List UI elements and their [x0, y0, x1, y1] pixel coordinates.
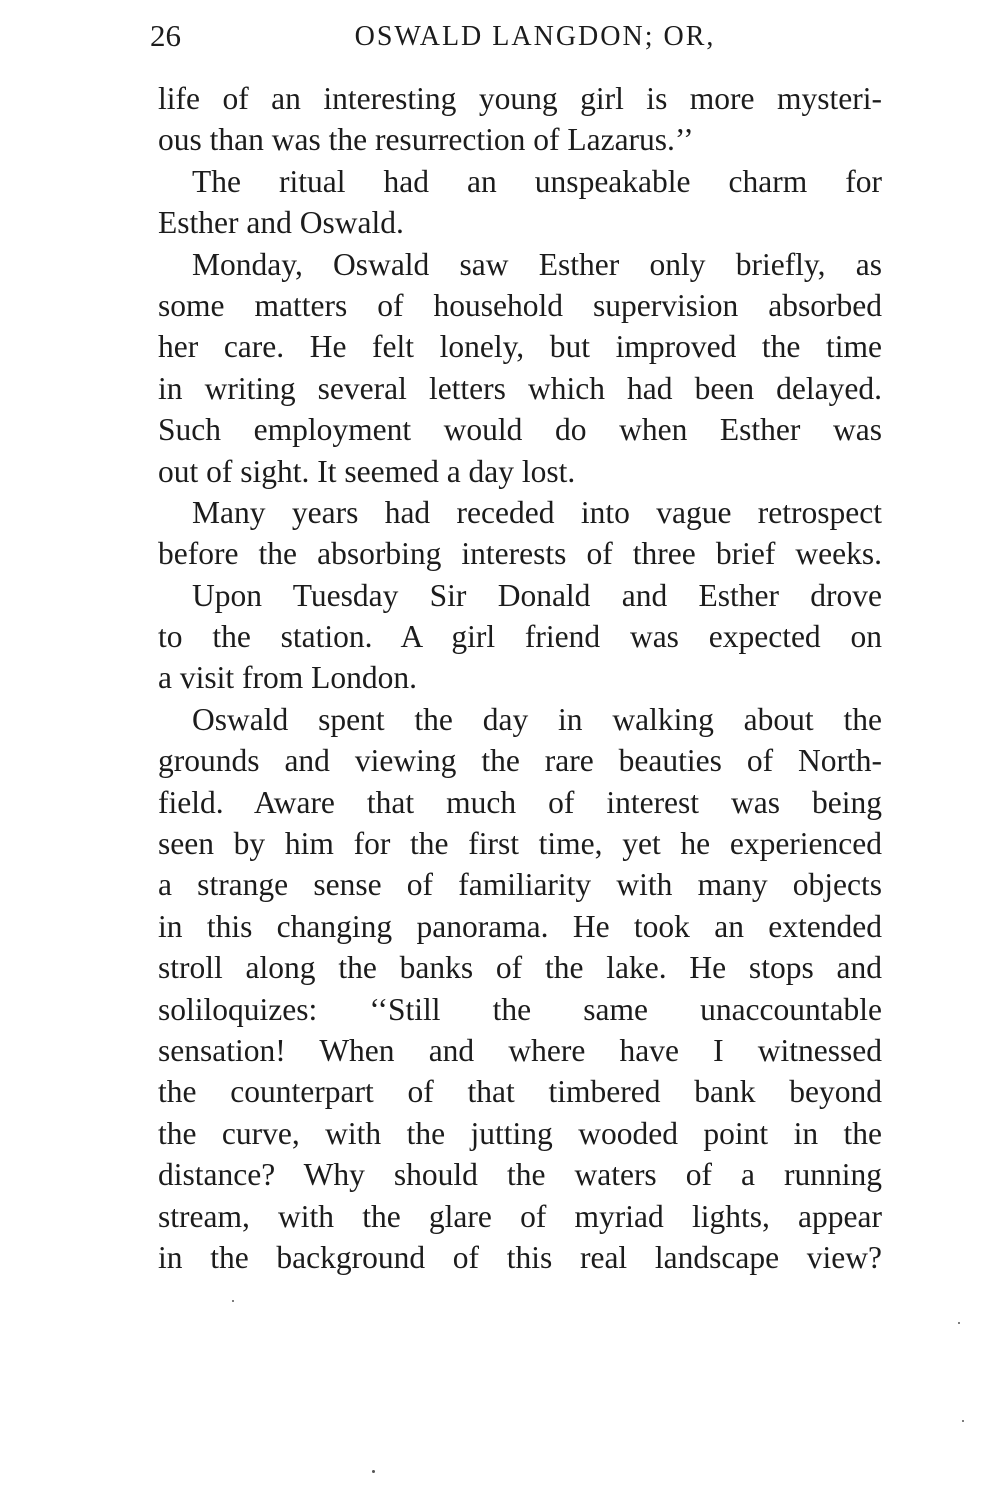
text-line: stroll along the banks of the lake. He stops and: [158, 950, 882, 986]
text-line: life of an interesting young girl is more mysteri-: [158, 81, 882, 116]
text-line: before the absorbing interests of three brief weeks.: [158, 536, 882, 572]
text-line: to the station. A girl friend was expected on: [158, 619, 882, 655]
text-line: a visit from London.: [158, 660, 417, 696]
text-line: some matters of household supervision absorbed: [158, 287, 882, 323]
text-line: out of sight. It seemed a day lost.: [158, 453, 576, 489]
scan-speck: [372, 1470, 375, 1473]
text-line: in this changing panorama. He took an extended: [158, 908, 882, 944]
text-line: her care. He felt lonely, but improved the time: [158, 329, 882, 365]
text-line: distance? Why should the waters of a running: [158, 1157, 882, 1193]
text-line: in the background of this real landscape view?: [158, 1239, 882, 1275]
paragraph: [158, 575, 882, 699]
paragraph: [158, 161, 882, 244]
text-line: Many years had receded into vague retrospect: [192, 494, 882, 530]
text-line: seen by him for the first time, yet he experienced: [158, 826, 882, 862]
text-line: in writing several letters which had been delayed.: [158, 370, 882, 406]
text-line: the curve, with the jutting wooded point in the: [158, 1115, 882, 1151]
page-number: 26: [150, 18, 181, 53]
paragraph: [158, 78, 882, 161]
paragraph: [158, 492, 882, 575]
text-line: soliloquizes: ‘‘Still the same unaccountable: [158, 991, 882, 1027]
running-title: OSWALD LANGDON; OR,: [354, 21, 716, 52]
text-line: field. Aware that much of interest was being: [158, 784, 882, 820]
text-line: grounds and viewing the rare beauties of North-: [158, 743, 882, 779]
running-head: [150, 16, 890, 62]
text-line: Such employment would do when Esther was: [158, 412, 882, 448]
text-line: Esther and Oswald.: [158, 205, 404, 241]
scan-speck: [962, 1420, 964, 1422]
text-line: Monday, Oswald saw Esther only briefly, as: [192, 246, 882, 282]
paragraph: [158, 244, 882, 492]
text-line: sensation! When and where have I witnessed: [158, 1032, 882, 1068]
body-text: [158, 78, 882, 1278]
text-line: stream, with the glare of myriad lights, appear: [158, 1198, 882, 1234]
text-line: ous than was the resurrection of Lazarus.’’: [158, 122, 694, 158]
scan-speck: [232, 1300, 234, 1302]
text-line: Upon Tuesday Sir Donald and Esther drove: [192, 577, 882, 613]
scan-speck: [958, 1322, 960, 1324]
text-line: the counterpart of that timbered bank beyond: [158, 1074, 882, 1110]
text-line: The ritual had an unspeakable charm for: [192, 163, 882, 199]
text-line: a strange sense of familiarity with many objects: [158, 867, 882, 903]
text-line: Oswald spent the day in walking about the: [192, 701, 882, 737]
paragraph: [158, 699, 882, 1278]
